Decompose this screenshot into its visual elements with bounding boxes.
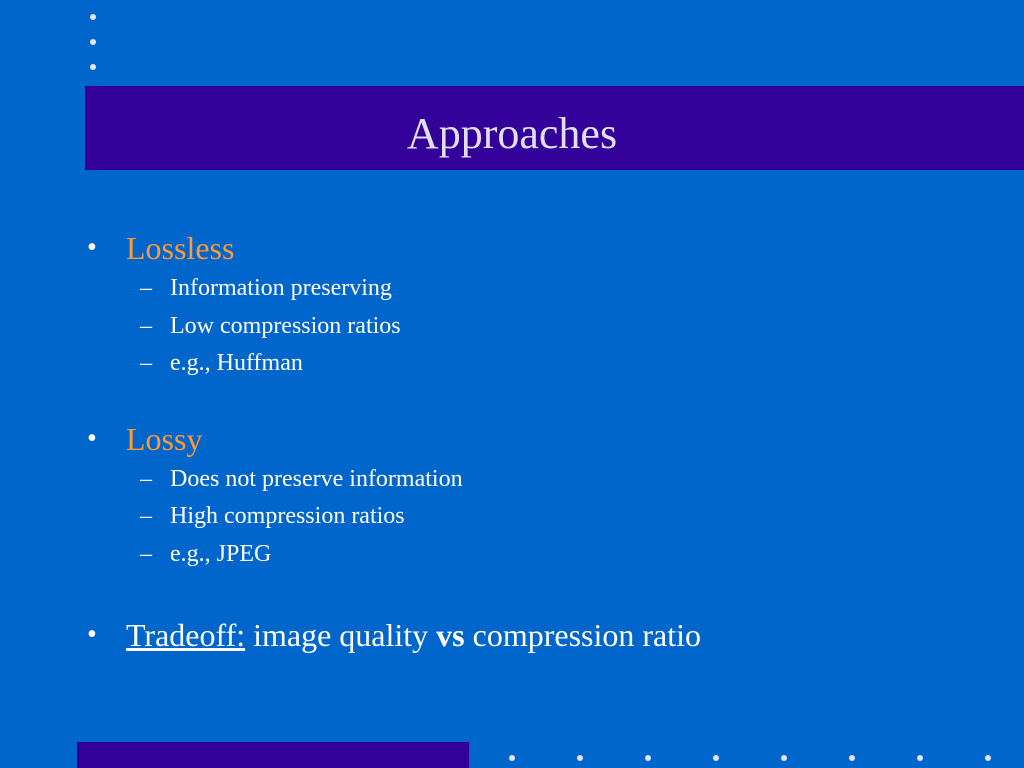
- dash-icon: –: [140, 465, 152, 492]
- decorative-dot: [781, 755, 787, 761]
- decorative-dot: [90, 14, 96, 20]
- decorative-dot: [90, 39, 96, 45]
- dash-icon: –: [140, 350, 152, 376]
- tradeoff-vs: vs: [436, 617, 465, 653]
- dash-icon: –: [140, 540, 152, 567]
- bullet-icon: •: [87, 619, 97, 650]
- decorative-dot: [985, 755, 991, 761]
- sub-item: [136, 345, 984, 383]
- sub-item-text: e.g., Huffman: [170, 350, 303, 376]
- bottom-band: [77, 742, 469, 768]
- dash-icon: –: [140, 312, 152, 339]
- decorative-dot: [577, 755, 583, 761]
- tradeoff-text-2: compression ratio: [464, 617, 702, 653]
- sub-list-lossy: [136, 461, 984, 574]
- sub-item: [136, 461, 984, 499]
- decorative-dot: [849, 755, 855, 761]
- sub-item-text: e.g., JPEG: [170, 540, 272, 567]
- bullet-heading: Lossy: [126, 420, 203, 457]
- title-band: [85, 86, 1024, 170]
- bullet-heading: Lossless: [126, 230, 235, 266]
- bullet-icon: •: [87, 232, 97, 263]
- decorative-dot: [509, 755, 515, 761]
- slide-content: [84, 226, 984, 657]
- sub-item: [136, 498, 984, 536]
- bullet-item-lossy: [84, 417, 984, 461]
- sub-item: [136, 270, 984, 308]
- bullet-item-tradeoff: [84, 613, 984, 657]
- decorative-dot: [917, 755, 923, 761]
- dash-icon: –: [140, 275, 152, 301]
- decorative-dot: [645, 755, 651, 761]
- decorative-dot: [713, 755, 719, 761]
- spacer: [84, 383, 984, 417]
- sub-list-lossless: [136, 270, 984, 383]
- sub-item: [136, 308, 984, 346]
- tradeoff-label: Tradeoff:: [126, 617, 246, 653]
- sub-item-text: Does not preserve information: [170, 465, 463, 492]
- sub-item-text: Low compression ratios: [170, 312, 401, 339]
- spacer: [84, 573, 984, 613]
- bullet-item-lossless: [84, 226, 984, 270]
- bullet-icon: •: [87, 422, 97, 454]
- sub-item-text: High compression ratios: [170, 503, 405, 529]
- tradeoff-text-1: image quality: [245, 617, 437, 653]
- decorative-dot: [90, 64, 96, 70]
- sub-item-text: Information preserving: [170, 275, 392, 301]
- slide-title: Approaches: [406, 109, 618, 158]
- sub-item: [136, 536, 984, 574]
- dash-icon: –: [140, 503, 152, 529]
